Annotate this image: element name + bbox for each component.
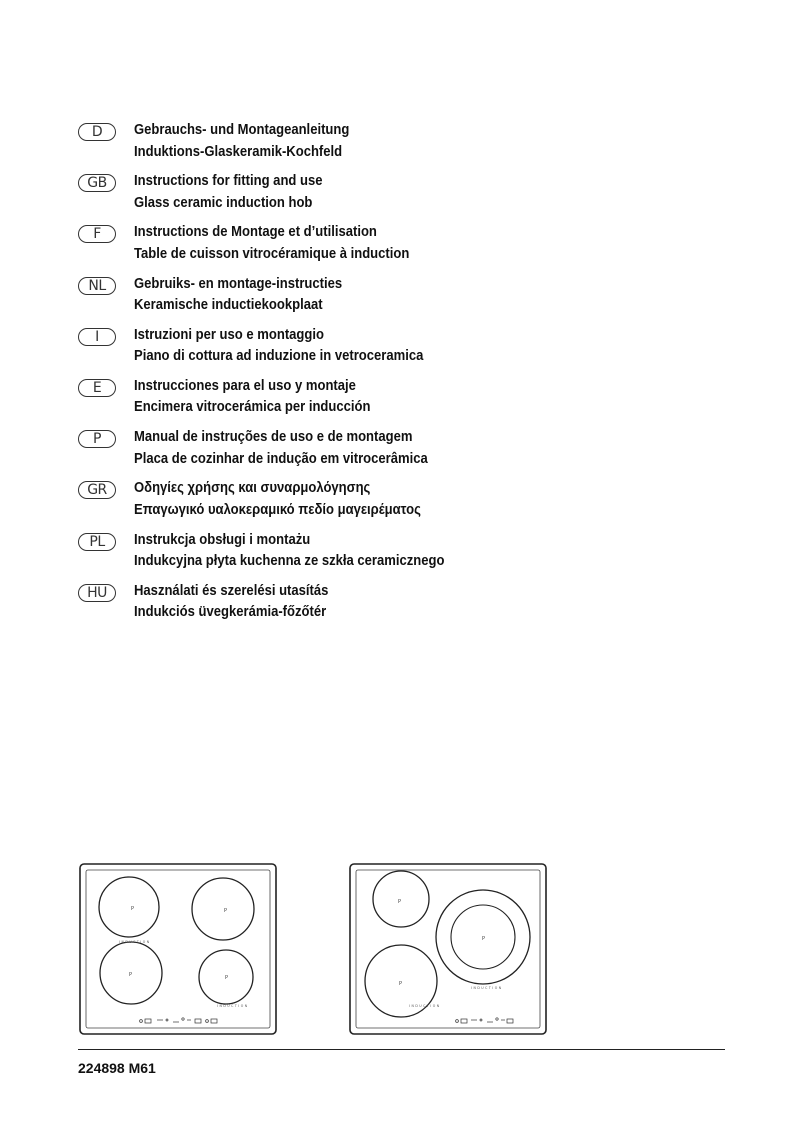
language-badge: GR [78,481,116,499]
zone-mark: P [224,908,228,914]
language-badge: HU [78,584,116,602]
language-badge: E [78,379,116,397]
hob-illustration-three-zone [349,863,547,1035]
induction-label: INDUCTION [409,1004,441,1008]
manual-title: Gebruiks- en montage-instructies [134,275,343,292]
language-text [134,478,453,521]
product-name: Placa de cozinhar de indução em vitrocerâmica [134,450,428,467]
language-text [134,171,343,214]
language-badge: GB [78,174,116,192]
zone-mark: P [131,906,135,912]
manual-title: Οδηγίες χρήσης και συναρμολόγησης [134,480,371,497]
manual-title: Instrukcja obsługi i montażu [134,531,311,548]
language-text [134,222,440,265]
manual-title: Instrucciones para el uso y montaje [134,377,356,394]
product-name: Επαγωγικό υαλοκεραμικό πεδίο μαγειρέματος [134,501,421,518]
zone-mark: P [398,899,402,905]
manual-title: Istruzioni per uso e montaggio [134,326,324,343]
zone-mark: P [129,972,133,978]
induction-label: INDUCTION [217,1004,249,1008]
manual-title: Instructions for fitting and use [134,173,323,190]
document-number: 224898 M61 [78,1060,156,1076]
language-badge: NL [78,277,116,295]
footer-divider [78,1049,725,1050]
language-text [134,325,456,368]
product-name: Induktions-Glaskeramik-Kochfeld [134,143,343,160]
language-badge: PL [78,533,116,551]
language-text [134,581,350,624]
manual-title: Használati és szerelési utasítás [134,582,329,599]
product-name: Piano di cottura ad induzione in vetroceramica [134,348,424,365]
product-name: Keramische inductiekookplaat [134,297,323,314]
language-text [134,427,460,470]
zone-mark: P [399,981,403,987]
manual-title: Instructions de Montage et d’utilisation [134,224,377,241]
zone-mark: P [225,975,229,981]
language-badge: I [78,328,116,346]
induction-label: INDUCTION [471,986,503,990]
product-name: Indukcyjna płyta kuchenna ze szkła ceramicznego [134,553,445,569]
manual-title: Gebrauchs- und Montageanleitung [134,122,350,138]
manual-title: Manual de instruções de uso e de montagem [134,429,413,446]
zone-mark: P [482,936,486,942]
product-name: Glass ceramic induction hob [134,194,313,211]
language-badge: D [78,123,116,141]
language-text [134,376,397,419]
language-badge: F [78,225,116,243]
language-text [134,120,373,163]
language-text [134,274,365,317]
induction-label: INDUCTION [119,940,151,944]
product-name: Table de cuisson vitrocéramique à induction [134,245,410,262]
language-badge: P [78,430,116,448]
language-text [134,530,479,573]
product-name: Encimera vitrocerámica per inducción [134,399,371,416]
product-name: Indukciós üvegkerámia-főzőtér [134,604,327,621]
hob-illustration-four-zone [79,863,277,1035]
